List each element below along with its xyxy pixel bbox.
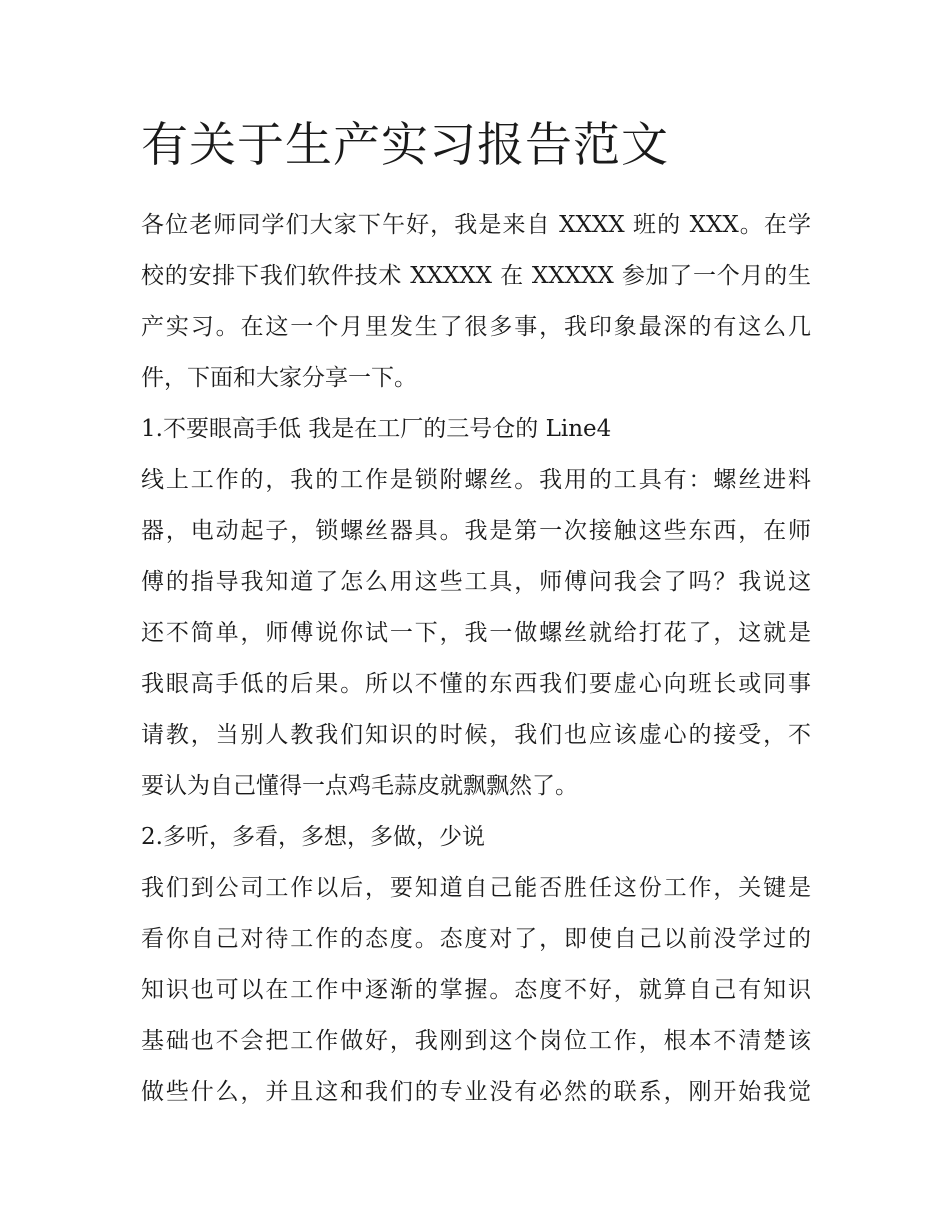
body-text-line: 线上工作的，我的工作是锁附螺丝。我用的工具有：螺丝进料 <box>141 467 811 493</box>
body-text-line: 还不简单，师傅说你试一下，我一做螺丝就给打花了，这就是 <box>141 620 811 646</box>
section-heading-line: 1.不要眼高手低 我是在工厂的三号仓的 Line4 <box>141 416 612 442</box>
body-text-line: 傅的指导我知道了怎么用这些工具，师傅问我会了吗？我说这 <box>141 569 811 595</box>
body-text-line: 做些什么，并且这和我们的专业没有必然的联系，刚开始我觉 <box>141 1079 811 1105</box>
body-text-line: 器，电动起子，锁螺丝器具。我是第一次接触这些东西，在师 <box>141 518 811 544</box>
body-text-line: 看你自己对待工作的态度。态度对了，即使自己以前没学过的 <box>141 926 811 952</box>
body-text-line: 请教，当别人教我们知识的时候，我们也应该虚心的接受，不 <box>141 722 811 748</box>
body-text-line: 要认为自己懂得一点鸡毛蒜皮就飘飘然了。 <box>141 773 578 799</box>
body-text-line: 我眼高手低的后果。所以不懂的东西我们要虚心向班长或同事 <box>141 671 811 697</box>
body-text-line: 件，下面和大家分享一下。 <box>141 365 417 391</box>
body-text-line: 产实习。在这一个月里发生了很多事，我印象最深的有这么几 <box>141 314 811 340</box>
body-text-line: 各位老师同学们大家下午好，我是来自 XXXX 班的 XXX。在学 <box>141 212 811 238</box>
section-heading-line: 2.多听，多看，多想，多做，少说 <box>141 824 485 850</box>
body-text-line: 校的安排下我们软件技术 XXXXX 在 XXXXX 参加了一个月的生 <box>141 263 811 289</box>
body-text-line: 基础也不会把工作做好，我刚到这个岗位工作，根本不清楚该 <box>141 1028 811 1054</box>
document-body <box>141 200 811 1118</box>
body-text-line: 知识也可以在工作中逐渐的掌握。态度不好，就算自己有知识 <box>141 977 811 1003</box>
body-text-line: 我们到公司工作以后，要知道自己能否胜任这份工作，关键是 <box>141 875 811 901</box>
document-title: 有关于生产实习报告范文 <box>141 118 669 173</box>
document-content <box>141 112 811 1118</box>
